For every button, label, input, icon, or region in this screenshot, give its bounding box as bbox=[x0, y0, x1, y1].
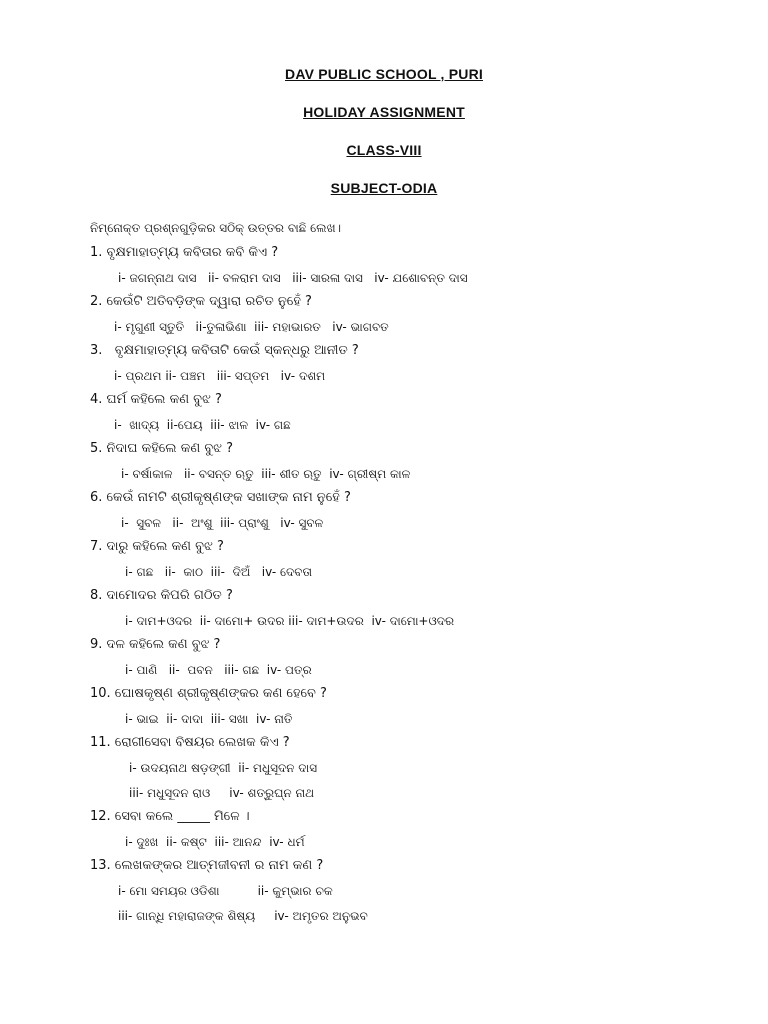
question-options: iii- ଗାନ୍ଧି ମହାରାଜଙ୍କ ଶିଷ୍ୟ iv- ଅମୃତର ଅନୁଭବ bbox=[118, 909, 368, 923]
question-text: 9. ଦଳ କହିଲେ କଣ ବୁଝ ? bbox=[90, 637, 221, 652]
school-name: DAV PUBLIC SCHOOL , PURI bbox=[285, 66, 483, 82]
question-options: i- ବର୍ଷାକାଳ ii- ବସନ୍ତ ଋତୁ iii- ଶୀତ ଋତୁ iv- ଗ୍ରୀଷ୍ମ କାଳ bbox=[121, 467, 411, 481]
question-text: 10. ଘୋଷକୃଷ୍ଣ ଶ୍ରୀକୃଷ୍ଣଙ୍କର କଣ ହେବେ ? bbox=[90, 686, 327, 701]
question-text: 5. ନିଦାଘ କହିଲେ କଣ ବୁଝ ? bbox=[90, 441, 234, 456]
question-text: 8. ଦାମୋଦର କିପରି ଗଠିତ ? bbox=[90, 588, 233, 603]
question-options: i- ପ୍ରଥମ ii- ପଞ୍ଚମ iii- ସପ୍ତମ iv- ଦଶମ bbox=[114, 369, 326, 383]
question-options: i- ଭାଇ ii- ଦାଦା iii- ସଖା iv- ନାତି bbox=[125, 712, 293, 726]
question-text: 3. ବୃକ୍ଷମାହାତ୍ମ୍ୟ କବିତାଟି କେଉଁ ସ୍କନ୍ଧରୁ ଆନୀତ ? bbox=[90, 343, 359, 358]
question-text: 2. କେଉଁଟି ଅତିବଡ଼ିଙ୍କ ଦ୍ୱାରା ରଚିତ ନୁହେଁ ? bbox=[90, 294, 312, 309]
question-options: i- ଦୁଃଖ ii- କଷ୍ଟ iii- ଆନନ୍ଦ iv- ଧର୍ମ bbox=[125, 835, 305, 849]
question-options: i- ସୁବଳ ii- ଅଂଶୁ iii- ପ୍ରାଂଶୁ iv- ସୁବଳ bbox=[121, 516, 324, 530]
question-options: i- ଉଦୟନାଥ ଷଡ଼ଙ୍ଗୀ ii- ମଧୁସୂଦନ ଦାସ bbox=[129, 761, 318, 775]
question-options: i- ମୋ ସମୟର ଓଡିଶା ii- କୁମ୍ଭାର ଚକ bbox=[118, 884, 333, 898]
class-label: CLASS-VIII bbox=[346, 142, 422, 158]
question-text: 6. କେଉଁ ନାମଟି ଶ୍ରୀକୃଷ୍ଣଙ୍କ ସଖାଙ୍କ ନାମ ନୁହେଁ ? bbox=[90, 490, 351, 505]
subject-label: SUBJECT-ODIA bbox=[330, 180, 438, 196]
question-options: i- ମୃଗୁଣୀ ସ୍ତୁତି ii-ତୁଳାଭିଣା iii- ମହାଭାରତ iv- ଭାଗବତ bbox=[114, 320, 389, 334]
assignment-title: HOLIDAY ASSIGNMENT bbox=[303, 104, 465, 120]
question-text: 13. ଲେଖକଙ୍କର ଆତ୍ମଜୀବନୀ ର ନାମ କଣ ? bbox=[90, 858, 324, 873]
question-text: 1. ବୃକ୍ଷମାହାତ୍ମ୍ୟ କବିତାର କବି କିଏ ? bbox=[90, 245, 279, 260]
question-text: 4. ଘର୍ମ କହିଲେ କଣ ବୁଝ ? bbox=[90, 392, 222, 407]
question-options: i- ଦାମ+ଓଦର ii- ଦାମୋ+ ଉଦର iii- ଦାମ+ଉଦର iv- ଦାମୋ+ଓଦର bbox=[125, 614, 455, 628]
question-options: i- ଗଛ ii- କାଠ iii- ଦିଅଁ iv- ଦେବତା bbox=[125, 565, 312, 579]
question-options: iii- ମଧୁସୂଦନ ରାଓ iv- ଶତ୍ରୁଘ୍ନ ନାଥ bbox=[129, 786, 315, 800]
instruction-text: ନିମ୍ନୋକ୍ତ ପ୍ରଶ୍ନଗୁଡ଼ିକର ସଠିକ୍ ଉତ୍ତର ବାଛି ଲେଖ। bbox=[90, 221, 341, 235]
question-options: i- ଜଗନ୍ନାଥ ଦାସ ii- ବଳରାମ ଦାସ iii- ସାରଳା ଦାସ iv- ଯଶୋବନ୍ତ ଦାସ bbox=[118, 271, 468, 285]
question-options: i- ଖାଦ୍ୟ ii-ପେୟ iii- ଝାଳ iv- ଗଛ bbox=[114, 418, 291, 432]
question-options: i- ପାଣି ii- ପବନ iii- ଗଛ iv- ପତ୍ର bbox=[125, 663, 312, 677]
question-text: 11. ରୋଗୀସେବା ବିଷୟର ଲେଖକ କିଏ ? bbox=[90, 735, 290, 750]
question-text: 7. ଦାରୁ କହିଲେ କଣ ବୁଝ ? bbox=[90, 539, 224, 554]
question-text: 12. ସେବା କଲେ _____ ମିଳେ । bbox=[90, 809, 250, 824]
